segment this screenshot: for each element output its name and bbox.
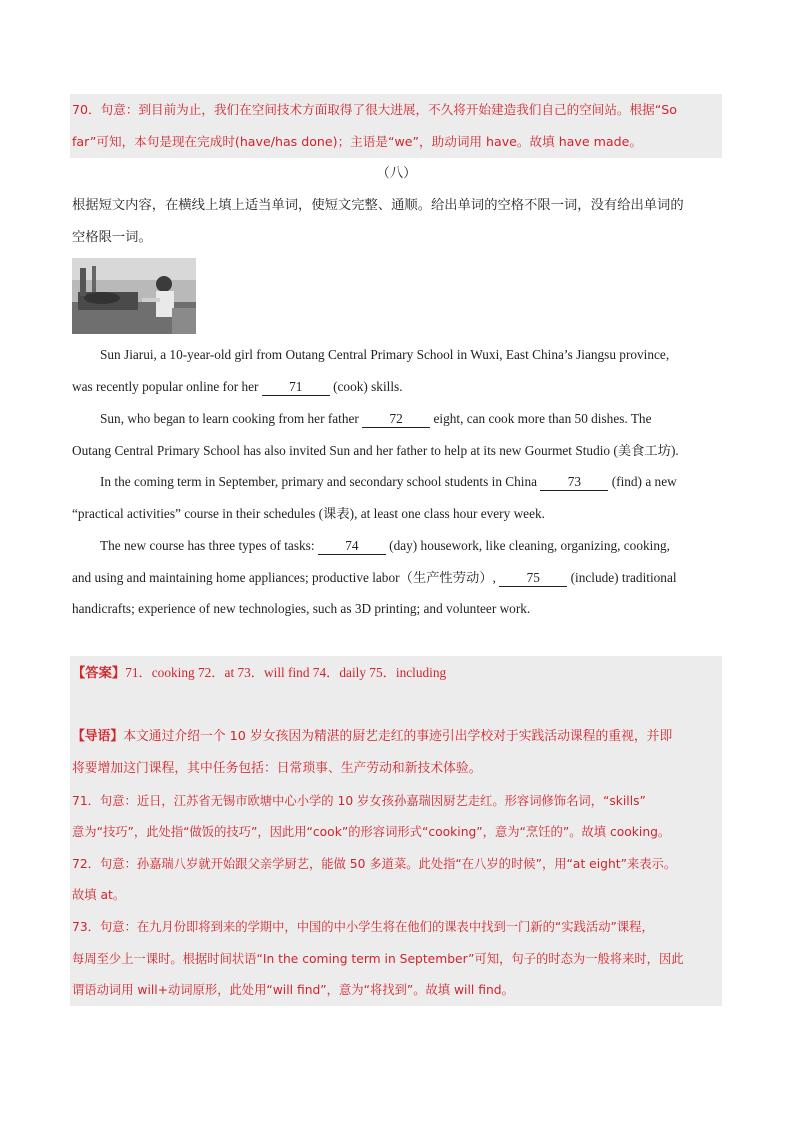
instruction-line2: 空格限一词。 [72, 230, 152, 245]
passage-p4-line1 [100, 536, 670, 556]
explanation-72-line2: 故填 at。 [72, 888, 126, 902]
passage-text: and using and maintaining home appliances; productive labor（生产性劳动）, [72, 570, 500, 585]
passage-p4-line3: handicrafts; experience of new technologies, such as 3D printing; and volunteer work. [72, 601, 531, 616]
girl-cooking-photo [72, 258, 196, 334]
explanation-73-line3: 谓语动词用 will+动词原形，此处用“will find”，意为“将找到”。故填 will find。 [72, 983, 514, 997]
answer-line [72, 663, 446, 684]
explanation-72-line1: 72．句意：孙嘉瑞八岁就开始跟父亲学厨艺，能做 50 多道菜。此处指“在八岁的时候”，用“at eight”来表示。 [72, 857, 677, 871]
blank-75[interactable]: 75 [499, 570, 567, 587]
passage-text: (day) housework, like cleaning, organizing, cooking, [385, 538, 670, 553]
passage-text: In the coming term in September, primary and secondary school students in China [100, 474, 541, 489]
passage-p3-line2: “practical activities” course in their schedules (课表), at least one class hour every week. [72, 506, 545, 521]
guide-line1 [72, 727, 672, 747]
section-heading: （八） [376, 166, 417, 181]
passage-p1-line1: Sun Jiarui, a 10-year-old girl from Outang Central Primary School in Wuxi, East China’s Jiangsu province, [100, 347, 670, 362]
passage-text: (cook) skills. [329, 379, 403, 394]
explanation-71-line2: 意为“技巧”，此处指“做饭的技巧”，因此用“cook”的形容词形式“cooking”，意为“烹饪的”。故填 cooking。 [72, 825, 671, 839]
guide-tag: 【导语】 [72, 729, 124, 744]
passage-p2-line1 [100, 409, 652, 429]
explanation-73-line2: 每周至少上一课时。根据时间状语“In the coming term in September”可知，句子的时态为一般将来时，因此 [72, 952, 684, 966]
passage-text: was recently popular online for her [72, 379, 262, 394]
passage-text: eight, can cook more than 50 dishes. The [430, 411, 652, 426]
explanation-70-line1: 70．句意：到目前为止，我们在空间技术方面取得了很大进展，不久将开始建造我们自己的空间站。根据“So [72, 102, 677, 117]
passage-text: The new course has three types of tasks: [100, 538, 318, 553]
blank-73[interactable]: 73 [540, 474, 608, 491]
blank-72[interactable]: 72 [362, 411, 430, 428]
explanation-70-line2: far”可知，本句是现在完成时(have/has done)；主语是“we”，助动词用 have。故填 have made。 [72, 134, 642, 149]
passage-text: (find) a new [608, 474, 677, 489]
passage-p4-line2 [72, 568, 677, 588]
instruction-line1: 根据短文内容，在横线上填上适当单词，使短文完整、通顺。给出单词的空格不限一词，没有给出单词的 [72, 198, 684, 213]
explanation-71-line1: 71．句意：近日，江苏省无锡市欧塘中心小学的 10 岁女孩孙嘉瑞因厨艺走红。形容词修饰名词，“skills” [72, 794, 646, 808]
blank-71[interactable]: 71 [262, 379, 330, 396]
passage-p3-line1 [100, 472, 677, 492]
answer-text: 71．cooking 72．at 73．will find 74．daily 75．including [125, 665, 447, 680]
photo-illustration [72, 258, 196, 334]
guide-line2: 将要增加这门课程，其中任务包括：日常琐事、生产劳动和新技术体验。 [72, 761, 482, 776]
answer-tag: 【答案】 [72, 666, 126, 681]
blank-74[interactable]: 74 [318, 538, 386, 555]
passage-text: Sun, who began to learn cooking from her father [100, 411, 363, 426]
guide-text: 本文通过介绍一个 10 岁女孩因为精湛的厨艺走红的事迹引出学校对于实践活动课程的重视，并即 [123, 729, 673, 744]
passage-p2-line2 [72, 441, 679, 461]
explanation-73-line1: 73．句意：在九月份即将到来的学期中，中国的中小学生将在他们的课表中找到一门新的“实践活动”课程， [72, 920, 654, 934]
passage-text: (include) traditional [567, 570, 677, 585]
passage-p1-line2 [72, 377, 403, 397]
passage-text: Outang Central Primary School has also invited Sun and her father to help at its new Gourmet Studio (美食工坊). [72, 443, 679, 458]
